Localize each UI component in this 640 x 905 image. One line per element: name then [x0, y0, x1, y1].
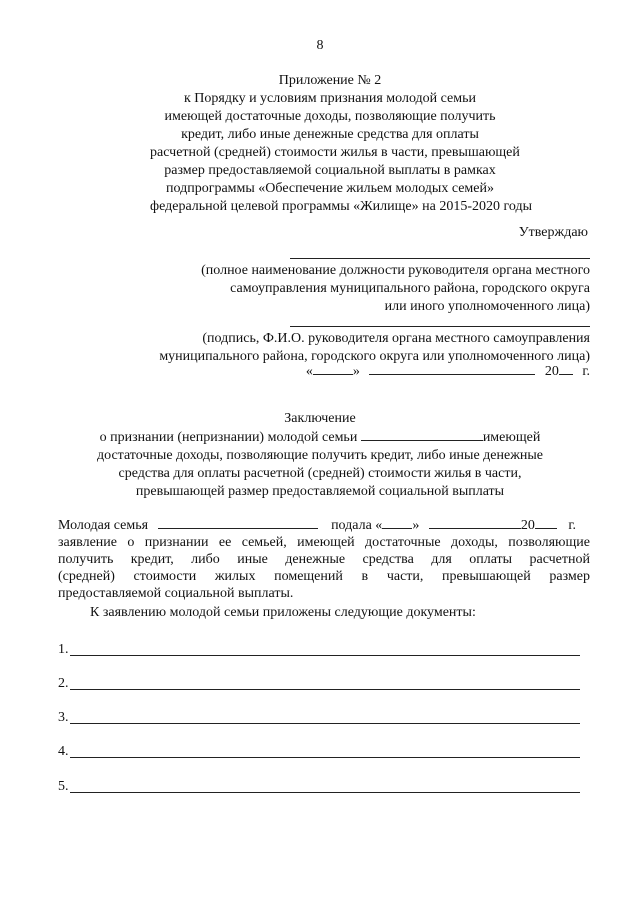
signature-caption: [159, 330, 590, 366]
appendix-line: к Порядку и условиям признания молодой семьи: [183, 91, 477, 106]
document-line[interactable]: [70, 792, 580, 793]
conclusion-line: [60, 428, 580, 447]
appendix-header: [150, 72, 533, 216]
caption-line: самоуправления муниципального района, городского округа: [230, 281, 590, 296]
family-label: Молодая семья: [58, 518, 149, 533]
submitted-label: подала «: [331, 518, 383, 533]
year-suffix: г.: [582, 364, 590, 379]
statement-line: предоставляемой социальной выплаты.: [58, 586, 294, 601]
attachments-intro: К заявлению молодой семьи приложены следующие документы:: [90, 605, 476, 620]
statement-first-line: [58, 516, 590, 534]
appendix-line: кредит, либо иные денежные средства для оплаты: [181, 127, 479, 142]
month-blank[interactable]: [369, 362, 535, 375]
approval-date: [306, 362, 590, 380]
family-name-blank[interactable]: [361, 428, 483, 441]
document-row[interactable]: [58, 708, 580, 726]
document-number: 1.: [58, 642, 69, 657]
submit-year-blank[interactable]: [535, 516, 557, 529]
document-row[interactable]: [58, 640, 580, 658]
statement-line: получить кредит, либо иные денежные средства для оплаты расчетной: [58, 552, 590, 567]
conclusion-line: достаточные доходы, позволяющие получить кредит, либо иные денежные: [96, 448, 544, 463]
appendix-line: имеющей достаточные доходы, позволяющие получить: [164, 109, 496, 124]
submit-year-suffix: г.: [568, 518, 576, 533]
date-close-quote: »: [352, 364, 360, 379]
caption-line: или иного уполномоченного лица): [384, 299, 590, 314]
conclusion-block: [60, 410, 580, 501]
signature-line: [290, 326, 590, 327]
appendix-line: федеральной целевой программы «Жилище» на 2015-2020 годы: [150, 199, 533, 214]
document-number: 4.: [58, 744, 69, 759]
position-signature-line: [290, 258, 590, 259]
year-prefix: 20: [544, 364, 559, 379]
conclusion-title: Заключение: [284, 411, 356, 426]
appendix-line: размер предоставляемой социальной выплаты в рамках: [164, 163, 496, 178]
date-open-quote: «: [305, 364, 313, 379]
document-number: 3.: [58, 710, 69, 725]
statement-line: (средней) стоимости жилых помещений в части, превышающей размер: [58, 569, 590, 584]
statement-line: заявление о признании ее семьей, имеющей достаточные доходы, позволяющие: [58, 535, 590, 550]
appendix-line: расчетной (средней) стоимости жилья в части, превышающей: [150, 145, 520, 160]
document-number: 2.: [58, 676, 69, 691]
document-number: 5.: [58, 779, 69, 794]
document-line[interactable]: [70, 757, 580, 758]
caption-line: (полное наименование должности руководителя органа местного: [201, 263, 590, 278]
page-number: 8: [316, 38, 324, 53]
conclusion-line: превышающей размер предоставляемой социальной выплаты: [135, 484, 505, 499]
caption-line: (подпись, Ф.И.О. руководителя органа местного самоуправления: [202, 331, 590, 346]
document-line[interactable]: [70, 689, 580, 690]
submit-month-blank[interactable]: [429, 516, 521, 529]
document-line[interactable]: [70, 655, 580, 656]
position-caption: [201, 262, 590, 316]
day-blank[interactable]: [313, 362, 353, 375]
document-row[interactable]: [58, 777, 580, 795]
statement-block: [58, 516, 590, 602]
family-blank[interactable]: [158, 516, 318, 529]
document-row[interactable]: [58, 674, 580, 692]
submit-day-blank[interactable]: [382, 516, 412, 529]
submit-close-quote: »: [412, 518, 420, 533]
caption-line: муниципального района, городского округа или уполномоченного лица): [159, 349, 590, 364]
appendix-line: подпрограммы «Обеспечение жильем молодых семей»: [166, 181, 494, 196]
conclusion-line-suffix: имеющей: [482, 430, 541, 445]
approve-word: Утверждаю: [518, 225, 588, 240]
document-line[interactable]: [70, 723, 580, 724]
conclusion-line-prefix: о признании (непризнании) молодой семьи: [99, 430, 358, 445]
submit-year-prefix: 20: [520, 518, 535, 533]
document-row[interactable]: [58, 742, 580, 760]
conclusion-line: средства для оплаты расчетной (средней) стоимости жилья в части,: [118, 466, 522, 481]
year-blank[interactable]: [559, 362, 573, 375]
appendix-line: Приложение № 2: [278, 73, 382, 88]
